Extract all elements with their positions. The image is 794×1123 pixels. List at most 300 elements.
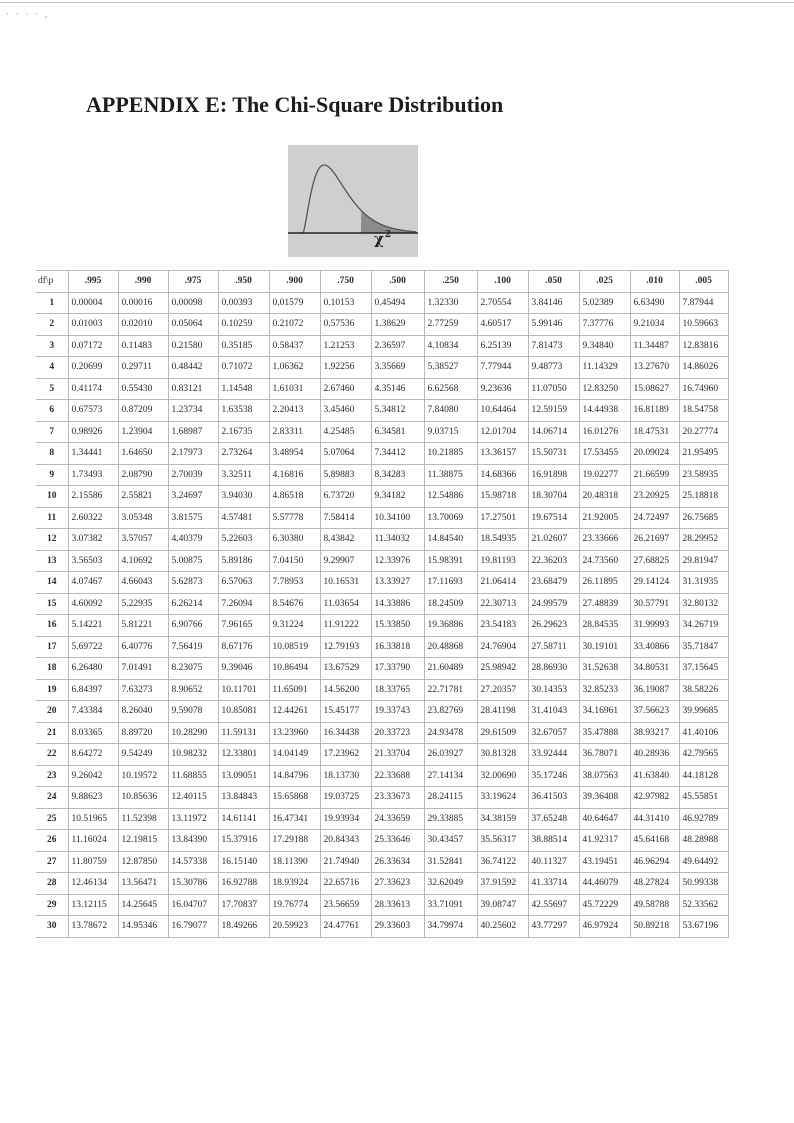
value-cell: 12.33801	[218, 744, 269, 766]
value-cell: 0.21072	[269, 314, 320, 336]
value-cell: 0.07172	[68, 335, 118, 357]
value-cell: 50.99338	[679, 873, 728, 895]
value-cell: 27.33623	[371, 873, 424, 895]
value-cell: 14.68366	[477, 464, 528, 486]
value-cell: 23.56659	[320, 894, 371, 916]
value-cell: 8.67176	[218, 636, 269, 658]
value-cell: 19.03725	[320, 787, 371, 809]
table-row	[36, 679, 728, 701]
value-cell: 39.08747	[477, 894, 528, 916]
value-cell: 29.61509	[477, 722, 528, 744]
value-cell: 31.52638	[579, 658, 630, 680]
table-row	[36, 464, 728, 486]
table-row	[36, 335, 728, 357]
value-cell: 0.11483	[118, 335, 168, 357]
value-cell: 0.02010	[118, 314, 168, 336]
value-cell: 36.19087	[630, 679, 679, 701]
df-cell: 3	[36, 335, 68, 357]
table-row	[36, 314, 728, 336]
value-cell: 10.86494	[269, 658, 320, 680]
value-cell: 26.33634	[371, 851, 424, 873]
value-cell: 14.95346	[118, 916, 168, 938]
value-cell: 35.71847	[679, 636, 728, 658]
value-cell: 29.14124	[630, 572, 679, 594]
column-header: .250	[424, 271, 477, 293]
value-cell: 4.10692	[118, 550, 168, 572]
value-cell: 16.15140	[218, 851, 269, 873]
value-cell: 9.21034	[630, 314, 679, 336]
value-cell: 0.35185	[218, 335, 269, 357]
value-cell: 7.77944	[477, 357, 528, 379]
table-row	[36, 787, 728, 809]
value-cell: 3.45460	[320, 400, 371, 422]
value-cell: 21.06414	[477, 572, 528, 594]
value-cell: 44.46079	[579, 873, 630, 895]
value-cell: 36.74122	[477, 851, 528, 873]
value-cell: 2.15586	[68, 486, 118, 508]
value-cell: 34.26719	[679, 615, 728, 637]
value-cell: 27.20357	[477, 679, 528, 701]
value-cell: 31.31935	[679, 572, 728, 594]
value-cell: 24.76904	[477, 636, 528, 658]
value-cell: 50.89218	[630, 916, 679, 938]
value-cell: 15.98391	[424, 550, 477, 572]
value-cell: 14.56200	[320, 679, 371, 701]
value-cell: 15.45177	[320, 701, 371, 723]
density-curve	[303, 165, 416, 233]
value-cell: 7.84080	[424, 400, 477, 422]
column-header: .005	[679, 271, 728, 293]
value-cell: 35.47888	[579, 722, 630, 744]
value-cell: 15.30786	[168, 873, 218, 895]
value-cell: 21.74940	[320, 851, 371, 873]
value-cell: 25.98942	[477, 658, 528, 680]
value-cell: 4.60092	[68, 593, 118, 615]
chi-square-symbol	[374, 231, 391, 247]
value-cell: 37.91592	[477, 873, 528, 895]
table-row	[36, 443, 728, 465]
value-cell: 14.86026	[679, 357, 728, 379]
value-cell: 42.79565	[679, 744, 728, 766]
value-cell: 26.29623	[528, 615, 579, 637]
value-cell: 28.29952	[679, 529, 728, 551]
table-row	[36, 808, 728, 830]
value-cell: 10.64464	[477, 400, 528, 422]
value-cell: 12.40115	[168, 787, 218, 809]
value-cell: 29.81947	[679, 550, 728, 572]
value-cell: 26.03927	[424, 744, 477, 766]
value-cell: 6.73720	[320, 486, 371, 508]
value-cell: 14.06714	[528, 421, 579, 443]
value-cell: 34.16961	[579, 701, 630, 723]
value-cell: 0.58437	[269, 335, 320, 357]
column-header: .500	[371, 271, 424, 293]
value-cell: 0.00016	[118, 292, 168, 314]
value-cell: 5.69722	[68, 636, 118, 658]
value-cell: 3.24697	[168, 486, 218, 508]
value-cell: 12.79193	[320, 636, 371, 658]
value-cell: 12.33976	[371, 550, 424, 572]
value-cell: 16.74960	[679, 378, 728, 400]
value-cell: 10.19572	[118, 765, 168, 787]
df-cell: 5	[36, 378, 68, 400]
value-cell: 14.25645	[118, 894, 168, 916]
value-cell: 12.59159	[528, 400, 579, 422]
column-header: .100	[477, 271, 528, 293]
value-cell: 11.38875	[424, 464, 477, 486]
value-cell: 19.76774	[269, 894, 320, 916]
value-cell: 4.60517	[477, 314, 528, 336]
value-cell: 13.84390	[168, 830, 218, 852]
value-cell: 5.89883	[320, 464, 371, 486]
value-cell: 21.92005	[579, 507, 630, 529]
value-cell: 44.31410	[630, 808, 679, 830]
value-cell: 38.07563	[579, 765, 630, 787]
chi-square-table	[36, 270, 729, 938]
value-cell: 18.13730	[320, 765, 371, 787]
value-cell: 16.79077	[168, 916, 218, 938]
value-cell: 4.25485	[320, 421, 371, 443]
chi-symbol-text: χ	[374, 230, 384, 248]
value-cell: 39.36408	[579, 787, 630, 809]
value-cell: 11.07050	[528, 378, 579, 400]
value-cell: 13.36157	[477, 443, 528, 465]
value-cell: 15.50731	[528, 443, 579, 465]
value-cell: 4.07467	[68, 572, 118, 594]
table-row	[36, 765, 728, 787]
column-header: .995	[68, 271, 118, 293]
value-cell: 21.33704	[371, 744, 424, 766]
value-cell: 12.87850	[118, 851, 168, 873]
value-cell: 16.81189	[630, 400, 679, 422]
value-cell: 0.20699	[68, 357, 118, 379]
value-cell: 6.34581	[371, 421, 424, 443]
value-cell: 13.11972	[168, 808, 218, 830]
value-cell: 22.71781	[424, 679, 477, 701]
table-header-row	[36, 271, 728, 293]
value-cell: 23.33673	[371, 787, 424, 809]
value-cell: 4.10834	[424, 335, 477, 357]
value-cell: 5.81221	[118, 615, 168, 637]
value-cell: 18.54935	[477, 529, 528, 551]
df-cell: 23	[36, 765, 68, 787]
value-cell: 28.86930	[528, 658, 579, 680]
table-row	[36, 894, 728, 916]
value-cell: 11.14329	[579, 357, 630, 379]
value-cell: 40.25602	[477, 916, 528, 938]
value-cell: 23.58935	[679, 464, 728, 486]
value-cell: 5.99146	[528, 314, 579, 336]
df-cell: 6	[36, 400, 68, 422]
value-cell: 8.64272	[68, 744, 118, 766]
value-cell: 17.29188	[269, 830, 320, 852]
value-cell: 2.70039	[168, 464, 218, 486]
value-cell: 36.78071	[579, 744, 630, 766]
value-cell: 10.98232	[168, 744, 218, 766]
chi-square-table-container	[36, 270, 728, 938]
value-cell: 1.64650	[118, 443, 168, 465]
value-cell: 0.98926	[68, 421, 118, 443]
value-cell: 17.53455	[579, 443, 630, 465]
value-cell: 52.33562	[679, 894, 728, 916]
df-cell: 21	[36, 722, 68, 744]
value-cell: 24.72497	[630, 507, 679, 529]
value-cell: 2.08790	[118, 464, 168, 486]
value-cell: 0.01579	[269, 292, 320, 314]
value-cell: 16.34438	[320, 722, 371, 744]
value-cell: 0.00393	[218, 292, 269, 314]
value-cell: 11.65091	[269, 679, 320, 701]
value-cell: 9.34840	[579, 335, 630, 357]
value-cell: 4.16816	[269, 464, 320, 486]
value-cell: 0.45494	[371, 292, 424, 314]
df-cell: 24	[36, 787, 68, 809]
value-cell: 3.56503	[68, 550, 118, 572]
value-cell: 15.98718	[477, 486, 528, 508]
value-cell: 29.33603	[371, 916, 424, 938]
value-cell: 15.33850	[371, 615, 424, 637]
value-cell: 2.20413	[269, 400, 320, 422]
value-cell: 31.52841	[424, 851, 477, 873]
value-cell: 14.84540	[424, 529, 477, 551]
value-cell: 7.01491	[118, 658, 168, 680]
value-cell: 22.65716	[320, 873, 371, 895]
value-cell: 7.37776	[579, 314, 630, 336]
value-cell: 2.17973	[168, 443, 218, 465]
value-cell: 18.33765	[371, 679, 424, 701]
value-cell: 13.27670	[630, 357, 679, 379]
value-cell: 24.73560	[579, 550, 630, 572]
value-cell: 5.02389	[579, 292, 630, 314]
value-cell: 4.86518	[269, 486, 320, 508]
value-cell: 5.38527	[424, 357, 477, 379]
column-header: .050	[528, 271, 579, 293]
value-cell: 33.19624	[477, 787, 528, 809]
value-cell: 31.99993	[630, 615, 679, 637]
value-cell: 30.43457	[424, 830, 477, 852]
value-cell: 8.23075	[168, 658, 218, 680]
value-cell: 13.33927	[371, 572, 424, 594]
value-cell: 2.36597	[371, 335, 424, 357]
value-cell: 5.07064	[320, 443, 371, 465]
value-cell: 41.33714	[528, 873, 579, 895]
value-cell: 13.67529	[320, 658, 371, 680]
table-row	[36, 722, 728, 744]
df-cell: 19	[36, 679, 68, 701]
value-cell: 3.94030	[218, 486, 269, 508]
value-cell: 3.57057	[118, 529, 168, 551]
value-cell: 44.18128	[679, 765, 728, 787]
value-cell: 11.59131	[218, 722, 269, 744]
value-cell: 6.26214	[168, 593, 218, 615]
value-cell: 23.54183	[477, 615, 528, 637]
table-row	[36, 292, 728, 314]
table-row	[36, 615, 728, 637]
value-cell: 20.48868	[424, 636, 477, 658]
value-cell: 10.21885	[424, 443, 477, 465]
table-row	[36, 873, 728, 895]
value-cell: 14.04149	[269, 744, 320, 766]
value-cell: 8.26040	[118, 701, 168, 723]
value-cell: 10.51965	[68, 808, 118, 830]
value-cell: 20.09024	[630, 443, 679, 465]
value-cell: 6.25139	[477, 335, 528, 357]
value-cell: 18.54758	[679, 400, 728, 422]
df-cell: 20	[36, 701, 68, 723]
table-row	[36, 378, 728, 400]
value-cell: 40.64647	[579, 808, 630, 830]
value-cell: 30.19101	[579, 636, 630, 658]
value-cell: 2.60322	[68, 507, 118, 529]
value-cell: 10.85636	[118, 787, 168, 809]
value-cell: 17.70837	[218, 894, 269, 916]
page-title: APPENDIX E: The Chi-Square Distribution	[86, 92, 504, 117]
value-cell: 16.33818	[371, 636, 424, 658]
value-cell: 12.44261	[269, 701, 320, 723]
value-cell: 9.03715	[424, 421, 477, 443]
value-cell: 5.57778	[269, 507, 320, 529]
table-row	[36, 507, 728, 529]
value-cell: 0.01003	[68, 314, 118, 336]
value-cell: 2.70554	[477, 292, 528, 314]
value-cell: 23.68479	[528, 572, 579, 594]
value-cell: 3.35669	[371, 357, 424, 379]
value-cell: 9.88623	[68, 787, 118, 809]
value-cell: 14.44938	[579, 400, 630, 422]
value-cell: 0.29711	[118, 357, 168, 379]
value-cell: 14.84796	[269, 765, 320, 787]
value-cell: 26.11895	[579, 572, 630, 594]
value-cell: 1.06362	[269, 357, 320, 379]
value-cell: 16.04707	[168, 894, 218, 916]
value-cell: 1.63538	[218, 400, 269, 422]
value-cell: 10.85081	[218, 701, 269, 723]
value-cell: 23.33666	[579, 529, 630, 551]
value-cell: 49.58788	[630, 894, 679, 916]
table-row	[36, 701, 728, 723]
value-cell: 18.49266	[218, 916, 269, 938]
value-cell: 3.07382	[68, 529, 118, 551]
value-cell: 0.00004	[68, 292, 118, 314]
value-cell: 7.96165	[218, 615, 269, 637]
value-cell: 37.56623	[630, 701, 679, 723]
value-cell: 13.56471	[118, 873, 168, 895]
df-cell: 8	[36, 443, 68, 465]
value-cell: 28.24115	[424, 787, 477, 809]
value-cell: 18.47531	[630, 421, 679, 443]
value-cell: 15.65868	[269, 787, 320, 809]
value-cell: 53.67196	[679, 916, 728, 938]
value-cell: 40.28936	[630, 744, 679, 766]
column-header: .990	[118, 271, 168, 293]
value-cell: 46.92789	[679, 808, 728, 830]
value-cell: 0.87209	[118, 400, 168, 422]
value-cell: 14.33886	[371, 593, 424, 615]
value-cell: 39.99685	[679, 701, 728, 723]
value-cell: 35.17246	[528, 765, 579, 787]
value-cell: 27.14134	[424, 765, 477, 787]
value-cell: 4.35146	[371, 378, 424, 400]
value-cell: 10.16531	[320, 572, 371, 594]
df-cell: 10	[36, 486, 68, 508]
df-cell: 11	[36, 507, 68, 529]
value-cell: 0.41174	[68, 378, 118, 400]
value-cell: 14.61141	[218, 808, 269, 830]
value-cell: 20.84343	[320, 830, 371, 852]
value-cell: 28.33613	[371, 894, 424, 916]
value-cell: 14.57338	[168, 851, 218, 873]
table-row	[36, 400, 728, 422]
value-cell: 46.96294	[630, 851, 679, 873]
value-cell: 24.99579	[528, 593, 579, 615]
value-cell: 18.24509	[424, 593, 477, 615]
value-cell: 10.08519	[269, 636, 320, 658]
value-cell: 13.70069	[424, 507, 477, 529]
value-cell: 1.34441	[68, 443, 118, 465]
df-cell: 26	[36, 830, 68, 852]
value-cell: 7.81473	[528, 335, 579, 357]
value-cell: 32.62049	[424, 873, 477, 895]
df-cell: 4	[36, 357, 68, 379]
value-cell: 38.88514	[528, 830, 579, 852]
value-cell: 4.66043	[118, 572, 168, 594]
value-cell: 9.54249	[118, 744, 168, 766]
value-cell: 20.59923	[269, 916, 320, 938]
value-cell: 22.30713	[477, 593, 528, 615]
value-cell: 0.21580	[168, 335, 218, 357]
value-cell: 46.97924	[579, 916, 630, 938]
value-cell: 11.52398	[118, 808, 168, 830]
value-cell: 7.78953	[269, 572, 320, 594]
value-cell: 2.83311	[269, 421, 320, 443]
value-cell: 34.79974	[424, 916, 477, 938]
value-cell: 7.63273	[118, 679, 168, 701]
table-row	[36, 357, 728, 379]
df-cell: 7	[36, 421, 68, 443]
table-row	[36, 744, 728, 766]
value-cell: 0.55430	[118, 378, 168, 400]
value-cell: 49.64492	[679, 851, 728, 873]
table-row	[36, 658, 728, 680]
value-cell: 2.67460	[320, 378, 371, 400]
top-rule	[0, 2, 794, 3]
value-cell: 45.55851	[679, 787, 728, 809]
value-cell: 5.62873	[168, 572, 218, 594]
value-cell: 19.33743	[371, 701, 424, 723]
column-header: .950	[218, 271, 269, 293]
value-cell: 15.08627	[630, 378, 679, 400]
value-cell: 3.32511	[218, 464, 269, 486]
value-cell: 31.41043	[528, 701, 579, 723]
value-cell: 34.38159	[477, 808, 528, 830]
value-cell: 9.31224	[269, 615, 320, 637]
value-cell: 26.21697	[630, 529, 679, 551]
value-cell: 32.67057	[528, 722, 579, 744]
value-cell: 1.92256	[320, 357, 371, 379]
value-cell: 16.92788	[218, 873, 269, 895]
value-cell: 15.37916	[218, 830, 269, 852]
value-cell: 30.81328	[477, 744, 528, 766]
value-cell: 7.56419	[168, 636, 218, 658]
value-cell: 0.00098	[168, 292, 218, 314]
value-cell: 21.95495	[679, 443, 728, 465]
column-header: .750	[320, 271, 371, 293]
df-cell: 27	[36, 851, 68, 873]
value-cell: 3.48954	[269, 443, 320, 465]
value-cell: 42.97982	[630, 787, 679, 809]
value-cell: 8.34283	[371, 464, 424, 486]
value-cell: 1.32330	[424, 292, 477, 314]
